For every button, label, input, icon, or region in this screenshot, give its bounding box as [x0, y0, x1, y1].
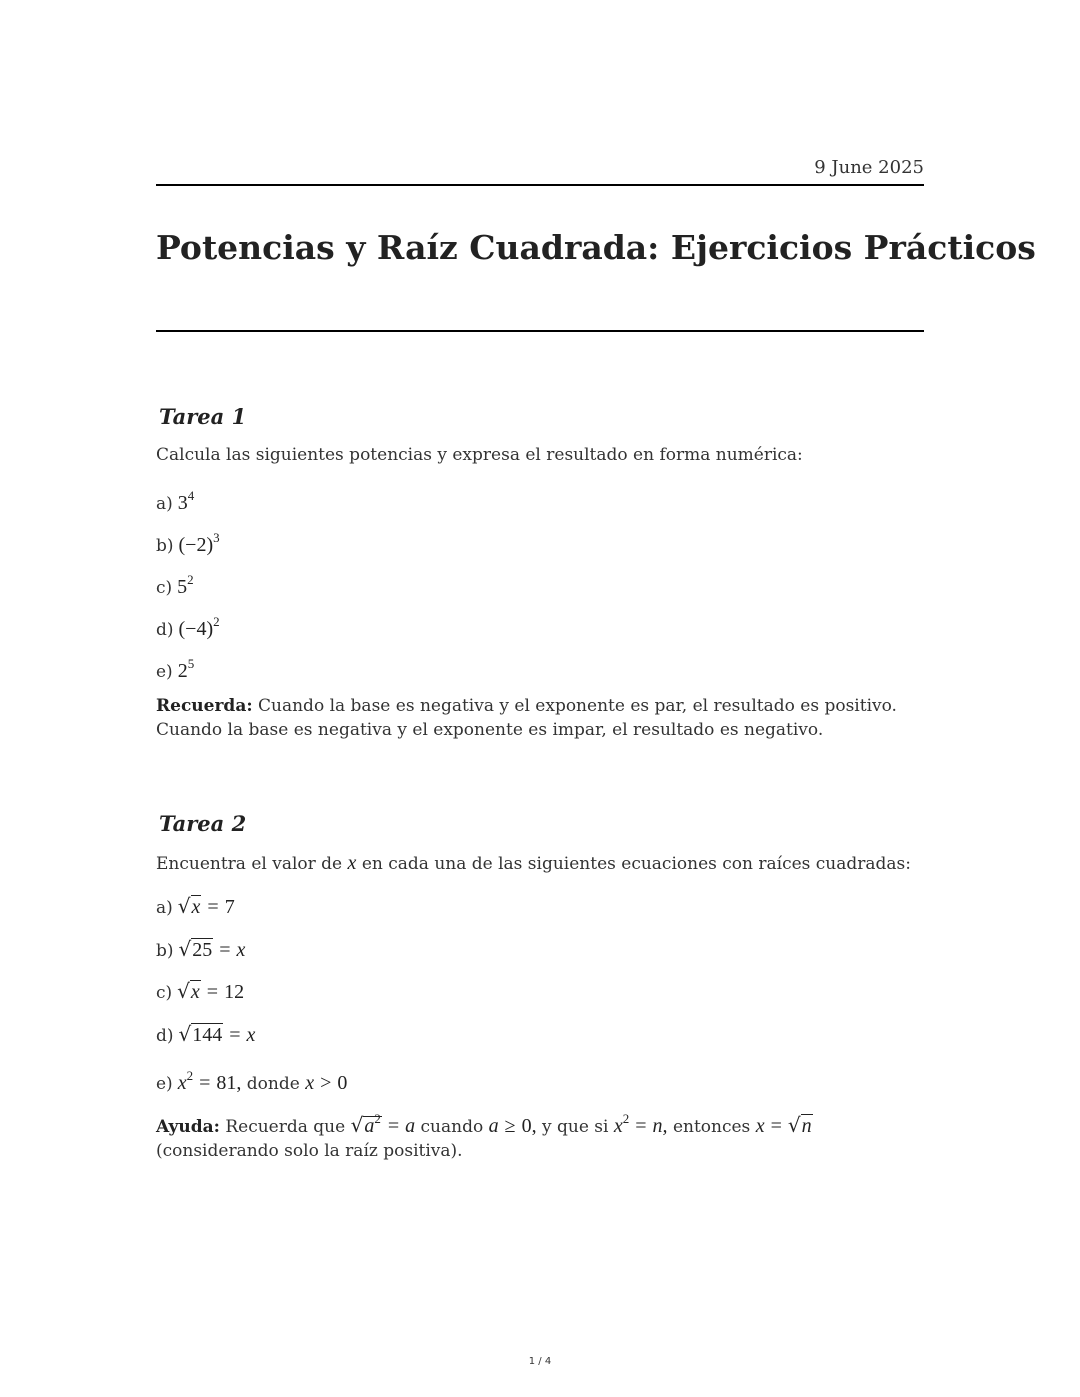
equals-sign: = — [770, 1115, 782, 1137]
item-label: c) — [156, 983, 173, 1003]
power-base: 3 — [177, 492, 188, 514]
item-label: a) — [156, 898, 173, 918]
equals-sign: = — [387, 1115, 400, 1137]
task2-item-a — [156, 893, 235, 919]
hint-var: x — [613, 1115, 623, 1137]
hint-text: (considerando solo la raíz positiva). — [156, 1141, 463, 1161]
task1-heading: Tarea 1 — [159, 404, 247, 429]
power-exponent: 3 — [213, 530, 220, 545]
task1-item-e — [156, 651, 195, 682]
page-number: 1 / 4 — [528, 1356, 552, 1367]
reminder-text: Cuando la base es negativa y el exponente es par, el resultado es positivo. Cuando la base es negativa y el exponente es impar, el resultado es negativo. — [156, 696, 897, 740]
task1-intro: Calcula las siguientes potencias y expresa el resultado en forma numérica: — [156, 445, 803, 465]
hint-x: x — [755, 1115, 765, 1137]
hint-eq-rhs: a — [405, 1115, 416, 1137]
equation-rhs: x — [236, 939, 246, 961]
hint-text: cuando — [420, 1117, 484, 1137]
sqrt-icon: √ — [178, 1022, 192, 1046]
hint-sqrt-base: a — [364, 1115, 375, 1137]
item-label: a) — [156, 494, 173, 514]
task2-hint — [156, 1107, 916, 1163]
equals-sign: = — [207, 896, 219, 918]
sqrt-icon: √ — [178, 937, 192, 961]
intro-text-end: en cada una de las siguientes ecuaciones con raíces cuadradas: — [361, 854, 911, 874]
power-exponent: 2 — [213, 614, 220, 629]
equation-rhs: 81, — [216, 1072, 242, 1094]
power-exponent: 2 — [187, 572, 194, 587]
equals-sign: = — [635, 1115, 647, 1137]
condition-word: donde — [246, 1074, 300, 1094]
sqrt-icon: √ — [177, 894, 191, 918]
hint-sqrt-n: n — [801, 1115, 812, 1137]
hint-n: n, — [652, 1115, 668, 1137]
equals-sign: = — [199, 1072, 211, 1094]
document-date: 9 June 2025 — [814, 157, 924, 178]
hint-text: entonces — [672, 1117, 751, 1137]
hint-label: Ayuda: — [156, 1117, 220, 1137]
item-label: b) — [156, 536, 174, 556]
intro-variable: x — [347, 852, 357, 874]
hint-var-exponent: 2 — [622, 1111, 630, 1126]
sqrt-icon: √ — [177, 979, 190, 1003]
task2-item-e — [156, 1063, 348, 1094]
equals-sign: = — [206, 981, 219, 1003]
task2-item-b — [156, 936, 245, 962]
sqrt-icon: √ — [350, 1113, 364, 1137]
equation-rhs: 12 — [224, 981, 245, 1003]
equation-variable: x — [177, 1072, 187, 1094]
hint-sqrt-exponent: 2 — [374, 1111, 381, 1126]
sqrt-icon: √ — [787, 1113, 801, 1137]
item-label: e) — [156, 662, 173, 682]
task2-heading: Tarea 2 — [159, 811, 247, 836]
task1-reminder — [156, 694, 916, 742]
equation-rhs: 7 — [224, 896, 235, 918]
reminder-label: Recuerda: — [156, 696, 253, 716]
equals-sign: = — [219, 939, 231, 961]
task1-item-c — [156, 567, 194, 598]
item-label: c) — [156, 578, 173, 598]
variable-exponent: 2 — [186, 1068, 194, 1083]
item-label: b) — [156, 941, 174, 961]
task1-item-b — [156, 525, 220, 556]
task1-item-d — [156, 609, 220, 640]
intro-text-start: Encuentra el valor de — [156, 854, 343, 874]
power-base: 5 — [177, 576, 188, 598]
task2-intro — [156, 852, 911, 875]
hint-cond-operator: ≥ — [504, 1115, 516, 1137]
power-base: 2 — [177, 660, 188, 682]
condition-variable: x — [305, 1072, 315, 1094]
condition-value: 0 — [337, 1072, 348, 1094]
hint-text: Recuerda que — [225, 1117, 346, 1137]
top-rule — [156, 184, 924, 186]
radicand: 144 — [192, 1024, 223, 1046]
hint-text: y que si — [541, 1117, 609, 1137]
radicand: x — [190, 981, 200, 1003]
task1-item-a — [156, 483, 195, 514]
radicand: 25 — [192, 939, 213, 961]
task2-item-c — [156, 978, 244, 1004]
equals-sign: = — [229, 1024, 241, 1046]
condition-operator: > — [320, 1072, 332, 1094]
title-bottom-rule — [156, 330, 924, 332]
item-label: d) — [156, 620, 174, 640]
power-base: (−4) — [178, 618, 214, 640]
power-exponent: 4 — [187, 488, 195, 503]
power-base: (−2) — [178, 534, 214, 556]
hint-radicand — [363, 1111, 382, 1137]
task2-item-d — [156, 1021, 255, 1047]
power-exponent: 5 — [187, 656, 195, 671]
page-title: Potencias y Raíz Cuadrada: Ejercicios Prácticos — [156, 228, 1036, 267]
hint-cond-var: a — [488, 1115, 499, 1137]
hint-cond-value: 0, — [521, 1115, 537, 1137]
item-label: d) — [156, 1026, 174, 1046]
radicand: x — [191, 896, 201, 918]
item-label: e) — [156, 1074, 173, 1094]
equation-rhs: x — [246, 1024, 256, 1046]
